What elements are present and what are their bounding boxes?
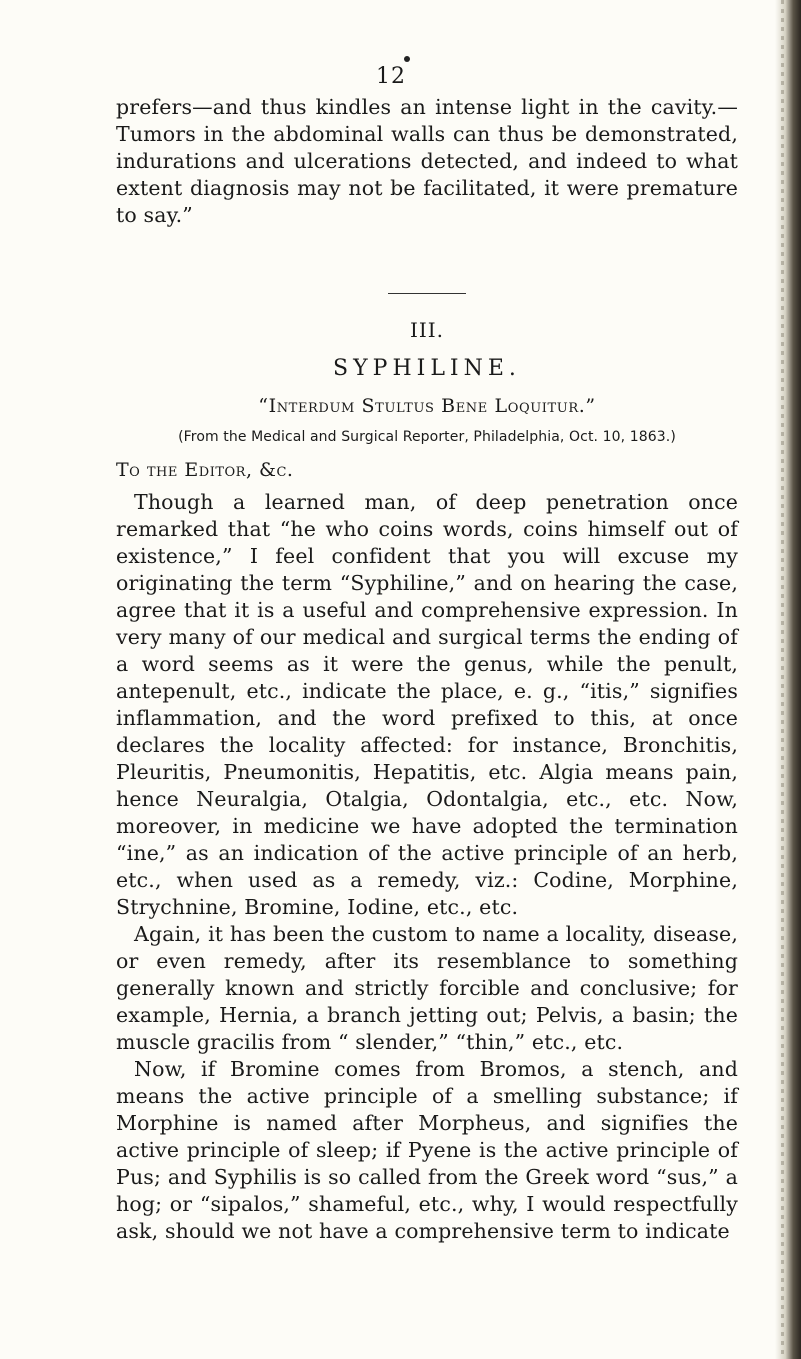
salutation: To the Editor, &c. <box>116 459 294 481</box>
paragraph-1: Though a learned man, of deep penetration once remarked that “he who coins words, coins himself out of existence,” I feel confident that you will excuse my originating the term “Syphiline,” and on hearing the case, agree that it is a useful and comprehensive expression. In very many of our medical and surgical terms the ending of a word seems as it were the genus, while the penult, antepenult, etc., indicate the place, e. g., “itis,” signifies inflammation, and the word prefixed to this, at once declares the locality affected: for instance, Bronchitis, Pleuritis, Pneumonitis, Hepatitis, etc. Algia means pain, hence Neuralgia, Otalgia, Odontalgia, etc., etc. Now, moreover, in medicine we have adopted the termination “ine,” as an indication of the active principle of an herb, etc., when used as a remedy, viz.: Codine, Morphine, Strychnine, Bromine, Iodine, etc., etc. <box>116 490 738 919</box>
section-title: SYPHILINE. <box>333 356 521 381</box>
ink-dot <box>404 56 410 62</box>
page-binding-edge <box>775 0 801 1359</box>
section-number: III. <box>409 318 445 342</box>
motto: “Interdum Stultus Bene Loquitur.” <box>258 395 596 417</box>
opening-paragraph: prefers—and thus kindles an intense light in the cavity.—Tumors in the abdominal walls can thus be demonstrated, indurations and ulcerations detected, and indeed to what extent diagnosis may not be facilitated, it were premature to say.” <box>116 95 738 227</box>
paragraph-3: Now, if Bromine comes from Bromos, a stench, and means the active principle of a smelling substance; if Morphine is named after Morpheus, and signifies the active principle of sleep; if Pyene is the active principle of Pus; and Syphilis is so called from the Greek word “sus,” a hog; or “sipalos,” shameful, etc., why, I would respectfully ask, should we not have a comprehensive term to indicate <box>116 1057 738 1243</box>
section-divider <box>388 293 466 294</box>
page-body <box>116 94 738 1245</box>
page-number: 12 <box>376 64 406 89</box>
source-note: (From the Medical and Surgical Reporter, Philadelphia, Oct. 10, 1863.) <box>178 429 676 445</box>
paragraph-2: Again, it has been the custom to name a locality, disease, or even remedy, after its resemblance to something generally known and strictly forcible and conclusive; for example, Hernia, a branch jetting out; Pelvis, a basin; the muscle gracilis from “ slender,” “thin,” etc., etc. <box>116 922 738 1054</box>
